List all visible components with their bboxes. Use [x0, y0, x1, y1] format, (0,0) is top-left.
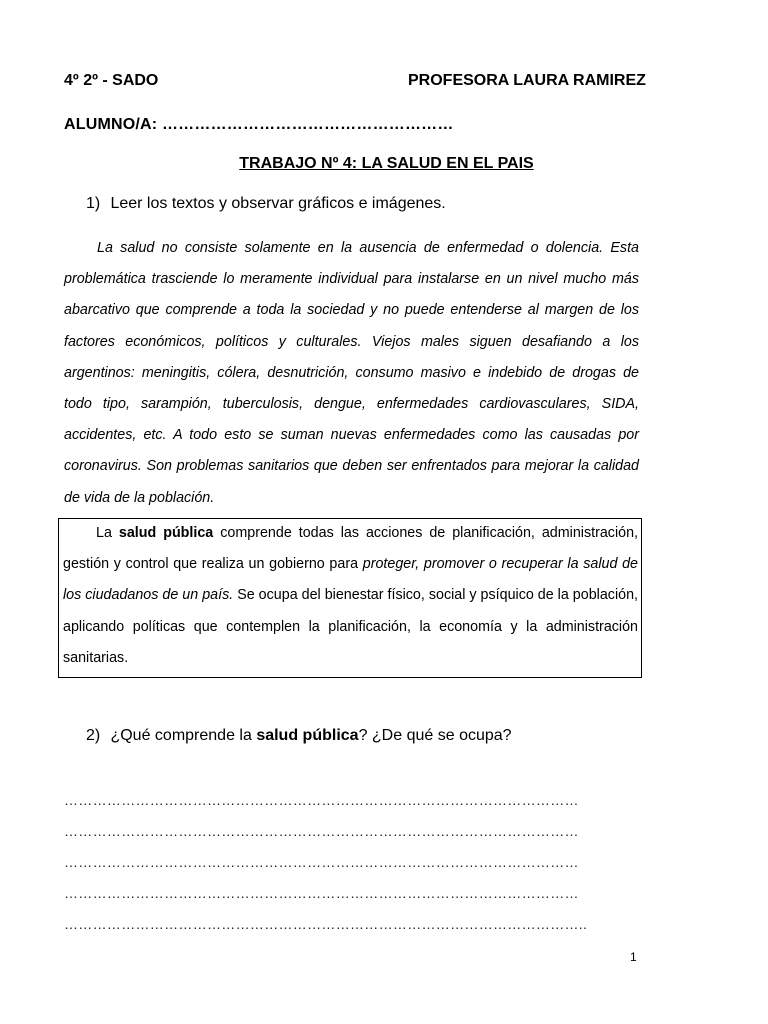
title-text: TRABAJO Nº 4: LA SALUD EN EL PAIS — [239, 155, 534, 172]
question-1 — [86, 195, 446, 213]
answer-line[interactable]: ……………………………………………………………………………………………… — [64, 885, 579, 901]
answer-line[interactable]: ……………………………………………………………………………………………… — [64, 823, 579, 839]
answer-line[interactable]: ……………………………………………………………………………………………… — [64, 792, 579, 808]
question-1-text: Leer los textos y observar gráficos e imágenes. — [110, 195, 446, 212]
intro-paragraph: La salud no consiste solamente en la ausencia de enfermedad o dolencia. Esta problemática trasciende lo meramente individual para instalarse en un nivel mucho más abarcativo que comprende a toda la sociedad y no puede entenderse al margen de los factores económicos, políticos y culturales. Viejos males siguen desafiando a los argentinos: meningitis, cólera, desnutrición, consumo masivo e indebido de drogas de todo tipo, sarampión, tuberculosis, dengue, enfermedades cardiovasculares, SIDA, accidentes, etc. A todo esto se suman nuevas enfermedades como las causadas por coronavirus. Son problemas sanitarios que deben ser enfrentados para mejorar la calidad de vida de la población. — [64, 240, 639, 506]
question-2-term: salud pública — [256, 727, 359, 744]
question-2-pre: ¿Qué comprende la — [110, 727, 252, 744]
def-middle: comprende todas las acciones de planificación, administración, gestión y control que realiza un gobierno para — [63, 525, 639, 573]
question-2-post: ? ¿De qué se ocupa? — [358, 727, 512, 744]
assignment-title — [0, 155, 768, 173]
def-term: salud pública — [118, 525, 214, 541]
question-2-number: 2) — [86, 727, 101, 744]
definition-text — [63, 518, 638, 674]
teacher-label: PROFESORA LAURA RAMIREZ — [408, 72, 646, 89]
student-name-field[interactable]: ALUMNO/A: ……………………………………………… — [64, 116, 454, 133]
question-1-number: 1) — [86, 195, 101, 212]
page-number: 1 — [630, 950, 637, 964]
answer-line[interactable]: ……………………………………………………………………………………………….. — [64, 916, 588, 932]
def-end: Se ocupa del bienestar físico, social y psíquico de la población, aplicando políticas que contemplen la planificación, la economía y la administración sanitarias. — [63, 587, 638, 666]
def-lead: La — [96, 525, 112, 541]
answer-line[interactable]: ……………………………………………………………………………………………… — [64, 854, 579, 870]
question-2 — [86, 727, 512, 745]
course-label: 4º 2º - SADO — [64, 72, 159, 89]
def-italic: proteger, promover o recuperar la salud de los ciudadanos de un país. — [63, 556, 638, 604]
